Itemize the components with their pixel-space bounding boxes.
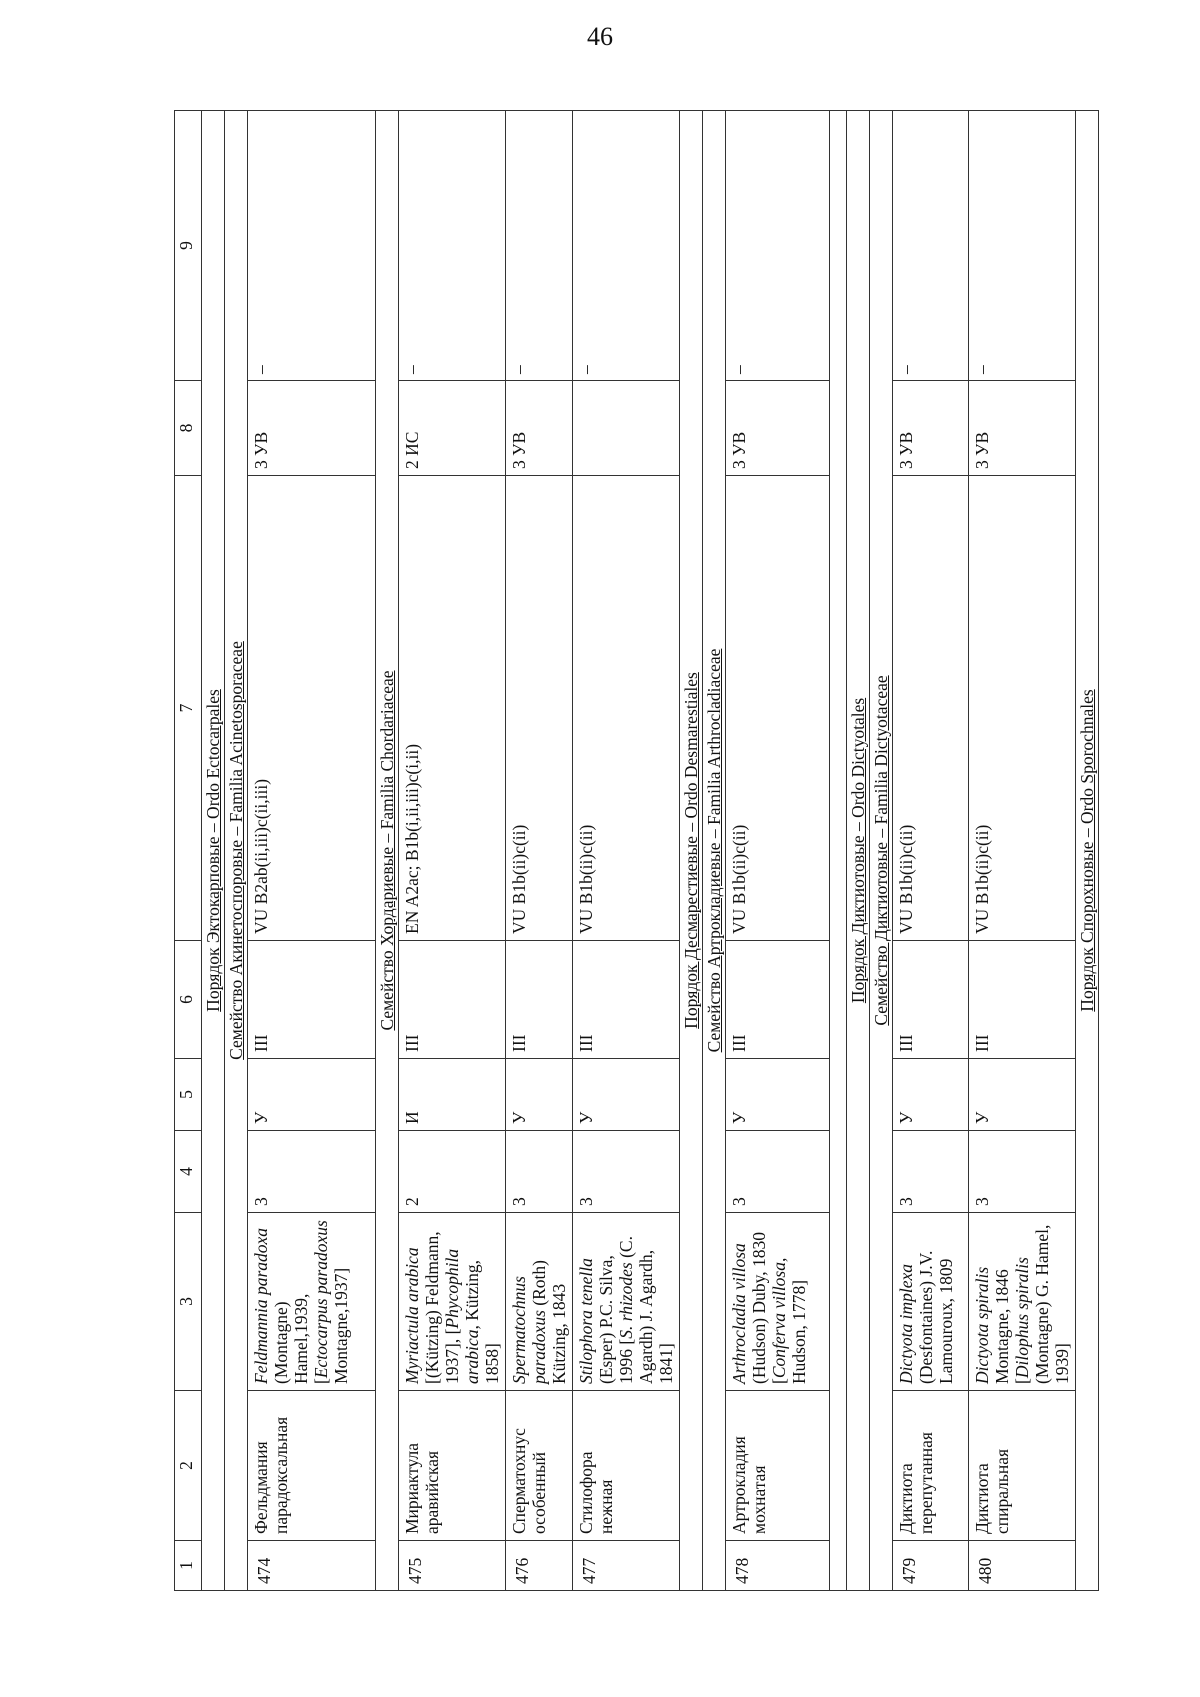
- regional-category: 2 ИС: [399, 381, 506, 476]
- priority: III: [506, 941, 573, 1059]
- latin-synonym: Ectocarpus paradoxus: [311, 1220, 331, 1379]
- species-name-ru: Фельдмания парадоксальная: [248, 1391, 376, 1541]
- status: И: [399, 1059, 506, 1131]
- species-row-479: [893, 111, 969, 1591]
- species-number: 477: [573, 1541, 680, 1591]
- status: У: [726, 1059, 830, 1131]
- order-heading: [202, 111, 225, 1591]
- latin-binomial: Spermatochnus paradoxus: [509, 1276, 549, 1384]
- spacer-cell: [830, 111, 847, 1591]
- category: 3: [726, 1131, 830, 1213]
- regional-category: [573, 381, 680, 476]
- rotated-table-wrapper: [174, 111, 1096, 1591]
- regional-category: 3 УВ: [506, 381, 573, 476]
- species-name-ru: Диктиота спиральная: [969, 1391, 1076, 1541]
- latin-binomial: Myriactula arabica: [402, 1247, 422, 1384]
- iucn-criteria: VU B1b(ii)c(ii): [969, 476, 1076, 941]
- species-row-476: [506, 111, 573, 1591]
- family-heading-text: Семейство Диктиотовые – Familia Dictyotaceae: [871, 675, 891, 1026]
- regional-category: 3 УВ: [893, 381, 969, 476]
- column-9-value: –: [969, 111, 1076, 381]
- status: У: [969, 1059, 1076, 1131]
- latin-binomial: Arthrocladia villosa: [729, 1243, 749, 1384]
- species-row-477: [573, 111, 680, 1591]
- priority: III: [726, 941, 830, 1059]
- species-name-latin: [726, 1213, 830, 1391]
- column-number: 3: [175, 1213, 202, 1391]
- latin-author: (Desfontaines) J.V. Lamouroux, 1809: [916, 1250, 956, 1384]
- priority: III: [573, 941, 680, 1059]
- species-row-478: [726, 111, 830, 1591]
- species-name-latin: [248, 1213, 376, 1391]
- category: 3: [248, 1131, 376, 1213]
- spacer-row: [830, 111, 847, 1591]
- column-number: 4: [175, 1131, 202, 1213]
- species-name-ru: Стилофора нежная: [573, 1391, 680, 1541]
- order-heading: [680, 111, 703, 1591]
- category: 3: [969, 1131, 1076, 1213]
- species-name-latin: [506, 1213, 573, 1391]
- category: 3: [573, 1131, 680, 1213]
- family-heading: [225, 111, 248, 1591]
- regional-category: 3 УВ: [248, 381, 376, 476]
- page-number: 46: [587, 22, 613, 51]
- family-heading-text: Семейство Хордариевые – Familia Chordariaceae: [377, 670, 397, 1031]
- column-number: 8: [175, 381, 202, 476]
- latin-synonym-author: Hudson, 1778]: [789, 1279, 809, 1384]
- latin-synonym-author: (Montagne) G. Hamel, 1939]: [1032, 1224, 1072, 1384]
- priority: III: [399, 941, 506, 1059]
- latin-synonym: S. rhizodes: [616, 1262, 636, 1339]
- family-heading-row: [225, 111, 248, 1591]
- regional-category: 3 УВ: [969, 381, 1076, 476]
- latin-synonym: Phycophila arabica,: [442, 1248, 482, 1384]
- iucn-criteria: VU B1b(ii)c(ii): [893, 476, 969, 941]
- category: 3: [893, 1131, 969, 1213]
- order-heading-row: [680, 111, 703, 1591]
- latin-binomial: Dictyota implexa: [896, 1263, 916, 1384]
- family-heading: [376, 111, 399, 1591]
- species-number: 478: [726, 1541, 830, 1591]
- column-number: 2: [175, 1391, 202, 1541]
- column-number: 6: [175, 941, 202, 1059]
- order-heading-text: Порядок Спорохновые – Ordo Sporochnales: [1077, 689, 1097, 1012]
- species-number: 479: [893, 1541, 969, 1591]
- species-name-ru: Сперматохнус особенный: [506, 1391, 573, 1541]
- species-row-474: [248, 111, 376, 1591]
- priority: III: [248, 941, 376, 1059]
- family-heading: [870, 111, 893, 1591]
- column-9-value: –: [248, 111, 376, 381]
- family-heading-text: Семейство Артрокладиевые – Familia Arthrocladiaceae: [704, 648, 724, 1053]
- order-heading: [1076, 111, 1099, 1591]
- species-number: 476: [506, 1541, 573, 1591]
- status: У: [506, 1059, 573, 1131]
- priority: III: [969, 941, 1076, 1059]
- latin-author: (Montagne) Hamel,1939,: [271, 1293, 311, 1384]
- column-9-value: –: [399, 111, 506, 381]
- species-number: 474: [248, 1541, 376, 1591]
- iucn-criteria: VU B1b(ii)c(ii): [573, 476, 680, 941]
- column-9-value: –: [506, 111, 573, 381]
- family-heading: [703, 111, 726, 1591]
- status: У: [248, 1059, 376, 1131]
- red-book-table: [174, 110, 1099, 1591]
- latin-synonym-author: (C. Agardh) J. Agardh, 1841]: [616, 1236, 676, 1384]
- latin-author: Montagne, 1846 [: [992, 1269, 1032, 1384]
- latin-synonym: Dilophus spiralis: [1012, 1257, 1032, 1379]
- column-number: 5: [175, 1059, 202, 1131]
- family-heading-text: Семейство Акинетоспоровые – Familia Acinetosporaceae: [226, 641, 246, 1060]
- order-heading-text: Порядок Диктиотовые – Ordo Dictyotales: [848, 697, 868, 1004]
- status: У: [893, 1059, 969, 1131]
- species-name-latin: [969, 1213, 1076, 1391]
- column-9-value: –: [573, 111, 680, 381]
- species-name-latin: [573, 1213, 680, 1391]
- species-number: 480: [969, 1541, 1076, 1591]
- species-number: 475: [399, 1541, 506, 1591]
- family-heading-row: [376, 111, 399, 1591]
- iucn-criteria: VU B1b(ii)c(ii): [726, 476, 830, 941]
- latin-synonym-author: Montagne,1937]: [331, 1267, 351, 1384]
- latin-author: (Esper) P.C. Silva, 1996 [: [596, 1255, 636, 1384]
- family-heading-row: [703, 111, 726, 1591]
- category: 2: [399, 1131, 506, 1213]
- category: 3: [506, 1131, 573, 1213]
- column-9-value: –: [893, 111, 969, 381]
- order-heading-row: [847, 111, 870, 1591]
- iucn-criteria: EN A2ac; B1b(i,ii,iii)c(i,ii): [399, 476, 506, 941]
- iucn-criteria: VU B2ab(ii,iii)c(ii,iii): [248, 476, 376, 941]
- column-number: 7: [175, 476, 202, 941]
- species-name-latin: [893, 1213, 969, 1391]
- species-name-ru: Диктиота перепутанная: [893, 1391, 969, 1541]
- species-name-ru: Мириактула аравийская: [399, 1391, 506, 1541]
- order-heading-row: [202, 111, 225, 1591]
- order-heading-row: [1076, 111, 1099, 1591]
- latin-author: [(Kützing) Feldmann, 1937], [: [422, 1231, 462, 1384]
- order-heading-text: Порядок Десмарестиевые – Ordo Desmarestiales: [681, 672, 701, 1029]
- species-row-475: [399, 111, 506, 1591]
- status: У: [573, 1059, 680, 1131]
- column-number: 9: [175, 111, 202, 381]
- order-heading-text: Порядок Эктокарповые – Ordo Ectocarpales: [203, 689, 223, 1012]
- family-heading-row: [870, 111, 893, 1591]
- latin-binomial: Stilophora tenella: [576, 1258, 596, 1384]
- latin-binomial: Dictyota spiralis: [972, 1266, 992, 1384]
- species-name-ru: Артрокладия мохнатая: [726, 1391, 830, 1541]
- regional-category: 3 УВ: [726, 381, 830, 476]
- latin-author: (Roth) Kützing, 1843: [529, 1260, 569, 1384]
- iucn-criteria: VU B1b(ii)c(ii): [506, 476, 573, 941]
- species-name-latin: [399, 1213, 506, 1391]
- latin-bracket: [: [311, 1378, 331, 1384]
- column-9-value: –: [726, 111, 830, 381]
- latin-synonym: Conferva villosa,: [769, 1257, 789, 1379]
- column-number: 1: [175, 1541, 202, 1591]
- column-number-row: [175, 111, 202, 1591]
- priority: III: [893, 941, 969, 1059]
- latin-author: (Hudson) Duby, 1830 [: [749, 1232, 789, 1384]
- species-row-480: [969, 111, 1076, 1591]
- latin-synonym-author: Kützing, 1858]: [462, 1260, 502, 1384]
- latin-binomial: Feldmannia paradoxa: [251, 1227, 271, 1384]
- order-heading: [847, 111, 870, 1591]
